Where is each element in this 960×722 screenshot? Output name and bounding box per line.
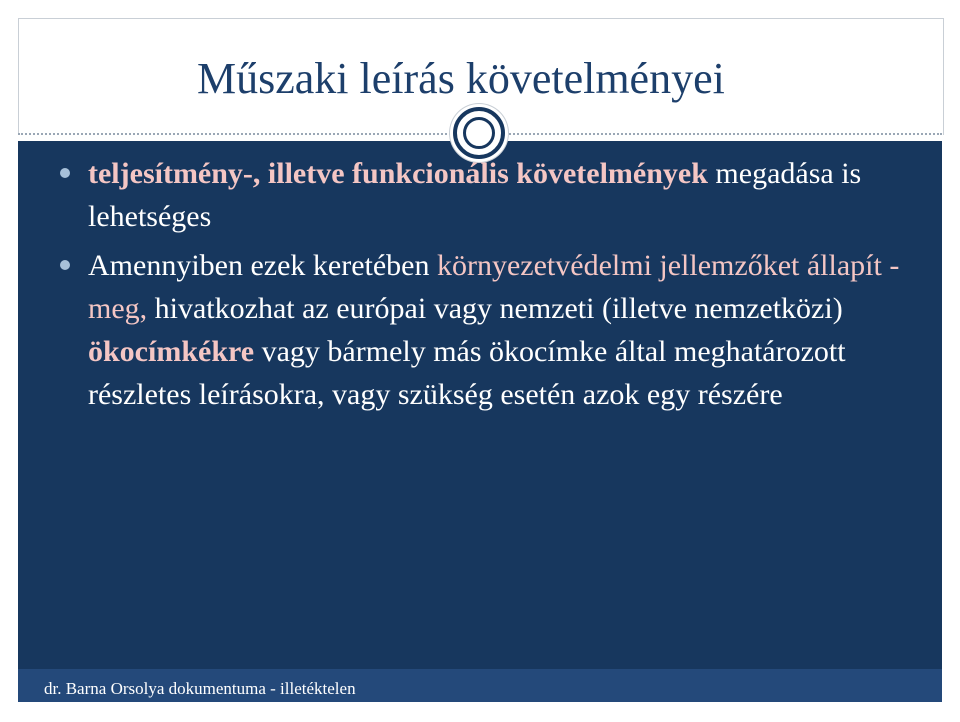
bullet-item-2 xyxy=(60,244,900,416)
bullet-list xyxy=(60,152,900,422)
bullet-2-emphasis: ökocímkékre xyxy=(88,335,255,368)
footer-text: dr. Barna Orsolya dokumentuma - illetéktelen felhasználás tilos! xyxy=(44,679,356,720)
bullet-2-highlight: környezetvédelmi jellemzőket állapít - meg, xyxy=(88,249,900,325)
bullet-1-emphasis: teljesítmény-, illetve funkcionális követelmények xyxy=(88,157,708,190)
bullet-dot-icon xyxy=(60,168,70,178)
bullet-2-text-a: Amennyiben ezek keretében xyxy=(88,249,437,282)
bullet-2-text-b: hivatkozhat az európai vagy nemzeti (illetve nemzetközi) xyxy=(147,292,843,325)
bullet-dot-icon xyxy=(60,260,70,270)
slide-footer xyxy=(18,669,942,720)
bullet-1-text: megadása is lehetséges xyxy=(88,157,862,233)
bullet-2-text-c: vagy bármely más ökocímke által meghatározott részletes leírásokra, vagy szükség esetén azok egy részére xyxy=(88,335,846,411)
slide-title: Műszaki leírás követelményei xyxy=(197,54,725,103)
bullet-item-1 xyxy=(60,152,900,238)
ring-inner-circle xyxy=(463,117,495,149)
